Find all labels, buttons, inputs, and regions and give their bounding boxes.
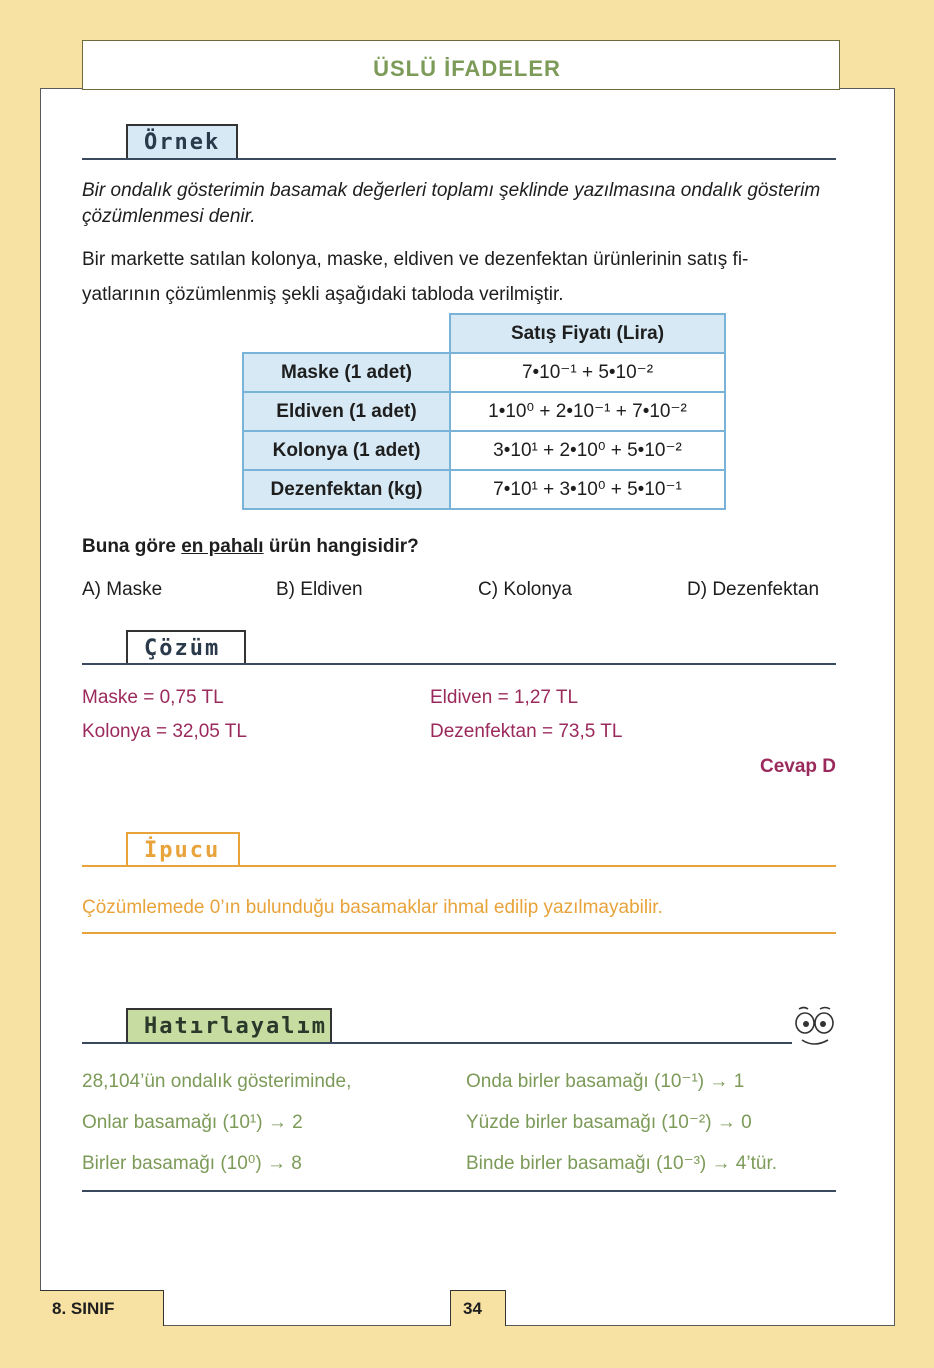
option-b[interactable]: B) Eldiven — [276, 579, 363, 600]
grade-label: 8. SINIF — [40, 1290, 164, 1326]
page-number: 34 — [450, 1290, 506, 1326]
option-d[interactable]: D) Dezenfektan — [687, 579, 820, 600]
tip-text: Çözümlemede 0’ın bulunduğu basamaklar ihmal edilip yazılmayabilir. — [82, 897, 663, 918]
question-emphasis: en pahalı — [181, 536, 264, 557]
reminder-right-3: Binde birler basamağı (10⁻³) → 4’tür. — [466, 1153, 777, 1174]
reminder-rule-bottom — [82, 1190, 836, 1192]
option-c[interactable]: C) Kolonya — [478, 579, 572, 600]
reminder-left-2: Onlar basamağı (10¹) → 2 — [82, 1112, 303, 1133]
page-title: ÜSLÜ İFADELER — [373, 56, 561, 81]
row-value: 3•10¹ + 2•10⁰ + 5•10⁻² — [450, 431, 725, 470]
solution-section-title: Çözüm — [126, 630, 246, 664]
solution-rule — [82, 663, 836, 665]
table-row — [243, 392, 725, 431]
solution-kolonya: Kolonya = 32,05 TL — [82, 721, 247, 742]
tip-rule-top — [82, 865, 836, 867]
example-section-title: Örnek — [126, 124, 238, 158]
definition-text: Bir ondalık gösterimin basamak değerleri toplamı şeklinde yazılmasına ondalık gösterim çözümlenmesi denir. — [82, 180, 821, 227]
reminder-left-1: 28,104’ün ondalık gösteriminde, — [82, 1071, 352, 1092]
reminder-right-2: Yüzde birler basamağı (10⁻²) → 0 — [466, 1112, 752, 1133]
intro-line-1: Bir markette satılan kolonya, maske, eldiven ve dezenfektan ürünlerinin satış fi- — [82, 249, 749, 270]
intro-line-2: yatlarının çözümlenmiş şekli aşağıdaki tabloda verilmiştir. — [82, 284, 564, 305]
row-label: Dezenfektan (kg) — [243, 470, 450, 509]
solution-eldiven: Eldiven = 1,27 TL — [430, 687, 579, 708]
table-row — [243, 431, 725, 470]
row-value: 1•10⁰ + 2•10⁻¹ + 7•10⁻² — [450, 392, 725, 431]
tip-section-title: İpucu — [126, 832, 240, 866]
row-label: Eldiven (1 adet) — [243, 392, 450, 431]
example-rule — [82, 158, 836, 160]
smiley-face-icon — [792, 1004, 838, 1050]
row-value: 7•10¹ + 3•10⁰ + 5•10⁻¹ — [450, 470, 725, 509]
option-a[interactable]: A) Maske — [82, 579, 163, 600]
question-text: Buna göre en pahalı ürün hangisidir? — [82, 536, 419, 557]
solution-maske: Maske = 0,75 TL — [82, 687, 224, 708]
reminder-left-3: Birler basamağı (10⁰) → 8 — [82, 1153, 302, 1174]
reminder-section-title: Hatırlayalım — [126, 1008, 332, 1042]
price-table — [242, 313, 726, 510]
table-row — [243, 353, 725, 392]
table-row — [243, 470, 725, 509]
reminder-rule-top — [82, 1042, 792, 1044]
answer-label: Cevap D — [759, 756, 836, 777]
reminder-right-1: Onda birler basamağı (10⁻¹) → 1 — [466, 1071, 745, 1092]
solution-dezenfektan: Dezenfektan = 73,5 TL — [430, 721, 623, 742]
table-header: Satış Fiyatı (Lira) — [450, 314, 725, 353]
row-label: Maske (1 adet) — [243, 353, 450, 392]
row-label: Kolonya (1 adet) — [243, 431, 450, 470]
row-value: 7•10⁻¹ + 5•10⁻² — [450, 353, 725, 392]
tip-rule-bottom — [82, 932, 836, 934]
